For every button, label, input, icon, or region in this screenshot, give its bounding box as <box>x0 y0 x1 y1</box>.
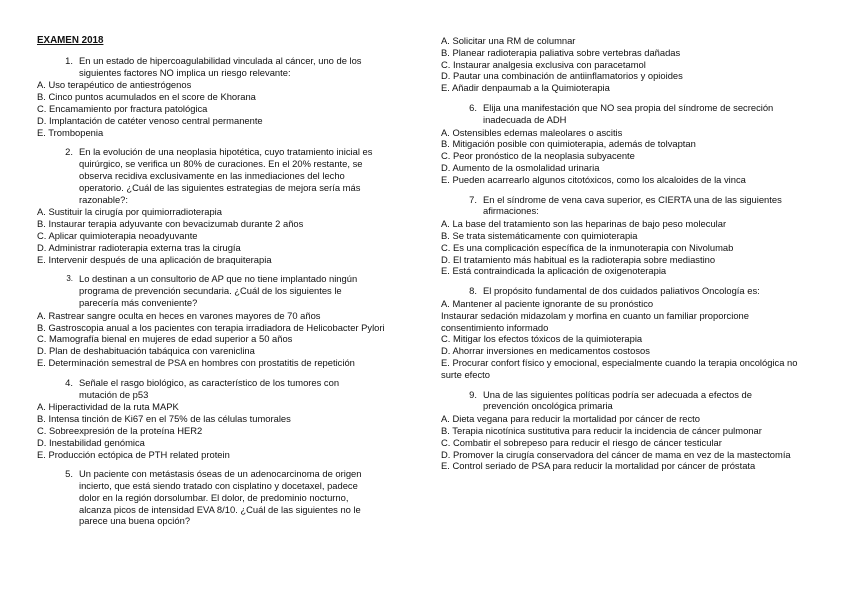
question <box>55 273 409 308</box>
question-block <box>441 102 813 186</box>
right-questions <box>441 102 813 472</box>
question-text: En el síndrome de vena cava superior, es CIERTA una de las siguientes afirmaciones: <box>483 193 782 217</box>
answer-option: C. Sobreexpresión de la proteína HER2 <box>37 424 203 436</box>
answer-option: D. Implantación de catéter venoso central permanente <box>37 114 263 126</box>
answer-option: E. Procurar confort físico y emocional, especialmente cuando la terapia oncológica no surte efecto <box>441 356 798 380</box>
answer-option: A. Hiperactividad de la ruta MAPK <box>37 401 179 413</box>
question <box>459 194 813 218</box>
question-text: En un estado de hipercoagulabilidad vinculada al cáncer, uno de los siguientes factores NO implica un riesgo relevante: <box>79 54 362 78</box>
answer-option: C. Mitigar los efectos tóxicos de la quimioterapia <box>441 333 643 345</box>
left-column <box>37 0 409 528</box>
question <box>459 285 813 297</box>
question <box>459 389 813 413</box>
answer-option: D. Ahorrar inversiones en medicamentos costosos <box>441 345 650 357</box>
question-text: El propósito fundamental de dos cuidados paliativos Oncología es: <box>483 285 760 297</box>
answer-option: A. Solicitar una RM de columnar <box>441 35 576 46</box>
question-number: 9. <box>469 388 477 400</box>
question-text: Lo destinan a un consultorio de AP que no tiene implantado ningún programa de prevención secundaria. ¿Cuál de los siguientes le parecería más conveniente? <box>79 273 358 308</box>
question-block <box>37 55 409 139</box>
answer-option: E. Está contraindicada la aplicación de oxigenoterapia <box>441 265 667 277</box>
answer-option: D. Aumento de la osmolalidad urinaria <box>441 161 600 173</box>
question-block <box>441 389 813 473</box>
answer-option: C. Aplicar quimioterapia neoadyuvante <box>37 229 198 241</box>
answer-option: E. Determinación semestral de PSA en hombres con prostatitis de repetición <box>37 356 355 368</box>
question-block <box>37 468 409 527</box>
answer-option: B. Terapia nicotínica sustitutiva para reducir la incidencia de cáncer pulmonar <box>441 424 762 436</box>
left-questions <box>37 55 409 527</box>
question <box>55 468 409 527</box>
question <box>55 146 409 205</box>
answer-option: C. Combatir el sobrepeso para reducir el riesgo de cáncer testicular <box>441 436 722 448</box>
exam-title: EXAMEN 2018 <box>37 35 104 46</box>
answer-option: E. Pueden acarrearlo algunos citotóxicos, como los alcaloides de la vinca <box>441 173 746 185</box>
answer-option: B. Mitigación posible con quimioterapia, además de tolvaptan <box>441 138 696 150</box>
answer-option: E. Intervenir después de una aplicación de braquiterapia <box>37 253 272 265</box>
answer-option: D. Promover la cirugía conservadora del cáncer de mama en vez de la mastectomía <box>441 448 791 460</box>
answer-option: A. Uso terapéutico de antiestrógenos <box>37 79 192 91</box>
answer-option: E. Trombopenia <box>37 126 104 138</box>
answer-option: C. Es una complicación específica de la inmunoterapia con Nivolumab <box>441 241 734 253</box>
answer-option: C. Peor pronóstico de la neoplasia subyacente <box>441 150 635 162</box>
question-text: Elija una manifestación que NO sea propia del síndrome de secreción inadecuada de ADH <box>483 101 774 125</box>
answer-option: B. Intensa tinción de Ki67 en el 75% de las células tumorales <box>37 413 291 425</box>
question-number: 2. <box>65 146 73 158</box>
right-column <box>441 35 813 472</box>
answer-option: D. Administrar radioterapia externa tras la cirugía <box>37 241 241 253</box>
question-block <box>441 285 813 380</box>
question-block <box>441 194 813 278</box>
answer-option: B. Se trata sistemáticamente con quimioterapia <box>441 229 638 241</box>
question <box>459 102 813 126</box>
question-number: 7. <box>469 193 477 205</box>
answer-option: A. Mantener al paciente ignorante de su pronóstico <box>441 297 654 309</box>
answer-option: A. La base del tratamiento son las heparinas de bajo peso molecular <box>441 218 727 230</box>
question-text: Un paciente con metástasis óseas de un adenocarcinoma de origen incierto, que está siendo tratado con cisplatino y docetaxel, padece dolor en la región dorsolumbar. El dolor, de predominio nocturno, alcanza picos de intensidad EVA 8/10. ¿Cuál de las siguientes no le parece una buena opción? <box>79 468 362 527</box>
question-number: 5. <box>65 468 73 480</box>
question-number: 8. <box>469 285 477 297</box>
question-block <box>37 377 409 461</box>
question-number: 1. <box>65 54 73 66</box>
question-number: 4. <box>65 376 73 388</box>
answer-option: A. Rastrear sangre oculta en heces en varones mayores de 70 años <box>37 309 321 321</box>
answer-option: Instaurar sedación midazolam y morfina en cuanto un familiar proporcione consentimiento informado <box>441 309 749 333</box>
answer-option: D. Inestabilidad genómica <box>37 436 145 448</box>
answer-option: E. Añadir denpaumab a la Quimioterapia <box>441 82 610 94</box>
answer-option: B. Gastroscopia anual a los pacientes con terapia irradiadora de Helicobacter Pylori <box>37 321 385 333</box>
answer-option: D. Pautar una combinación de antiinflamatorios y opioides <box>441 70 683 82</box>
answer-option: E. Producción ectópica de PTH related protein <box>37 448 230 460</box>
question-number: 3. <box>66 274 73 284</box>
question-text: Una de las siguientes políticas podría ser adecuada a efectos de prevención oncológica primaria <box>483 388 752 412</box>
answer-option: B. Instaurar terapia adyuvante con bevacizumab durante 2 años <box>37 218 304 230</box>
answer-option: C. Mamografía bienal en mujeres de edad superior a 50 años <box>37 333 293 345</box>
answer-option: D. Plan de deshabituación tabáquica con vareniclina <box>37 345 255 357</box>
answer-option: B. Cinco puntos acumulados en el score de Khorana <box>37 91 256 103</box>
answer-option: C. Instaurar analgesia exclusiva con paracetamol <box>441 58 646 70</box>
answer-option: A. Dieta vegana para reducir la mortalidad por cáncer de recto <box>441 413 700 425</box>
answer-option: E. Control seriado de PSA para reducir la mortalidad por cáncer de próstata <box>441 460 756 472</box>
question-5-options <box>441 35 813 94</box>
question-block <box>37 146 409 265</box>
question-text: En la evolución de una neoplasia hipotética, cuyo tratamiento inicial es quirúrgico, se verifica un 80% de curaciones. En el 20% restante, se observa recidiva exclusivamente en las inmediaciones del lecho operatorio. ¿Cuál de las siguientes estrategias de mejora sería más razonable?: <box>79 146 373 205</box>
question-number: 6. <box>469 101 477 113</box>
answer-option: A. Sustituir la cirugía por quimiorradioterapia <box>37 206 222 218</box>
question-block <box>37 273 409 368</box>
question <box>55 377 409 401</box>
question <box>55 55 409 79</box>
answer-option: A. Ostensibles edemas maleolares o ascitis <box>441 126 623 138</box>
question-text: Señale el rasgo biológico, as característico de los tumores con mutación de p53 <box>79 376 340 400</box>
answer-option: B. Planear radioterapia paliativa sobre vertebras dañadas <box>441 46 681 58</box>
answer-option: D. El tratamiento más habitual es la radioterapia sobre mediastino <box>441 253 716 265</box>
answer-option: C. Encamamiento por fractura patológica <box>37 102 208 114</box>
